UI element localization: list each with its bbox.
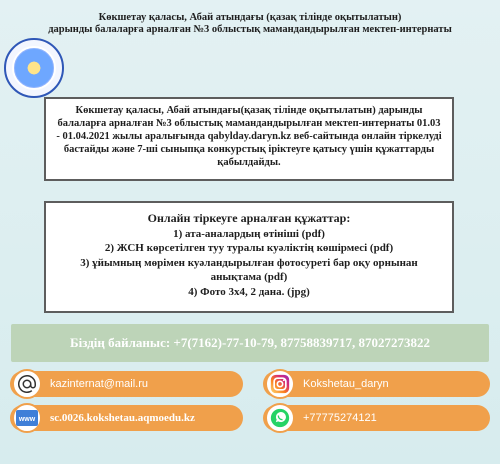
instagram-link[interactable]: Kokshetau_daryn (303, 378, 389, 390)
document-item-4: 4) Фото 3х4, 2 дана. (jpg) (188, 285, 310, 298)
whatsapp-contact[interactable] (263, 405, 490, 431)
page-header (0, 0, 500, 38)
documents-box (44, 201, 454, 313)
svg-text:www: www (18, 416, 36, 423)
website-contact[interactable] (10, 405, 243, 431)
header-line-1: Көкшетау қаласы, Абай атындағы (қазақ тілінде оқытылатын) (98, 12, 402, 23)
contact-phones: Біздің байланыс: +7(7162)-77-10-79, 87758839717, 87027273822 (70, 335, 430, 350)
email-contact[interactable] (10, 371, 243, 397)
email-link[interactable]: kazinternat@mail.ru (50, 378, 148, 390)
contact-bar (11, 324, 489, 362)
header-line-2: дарынды балаларға арналған №3 облыстық мамандандырылған мектеп-интернаты (48, 24, 452, 35)
instagram-icon (265, 369, 295, 399)
www-icon (12, 403, 42, 433)
whatsapp-icon (265, 403, 295, 433)
document-item-2: 2) ЖСН көрсетілген туу туралы куәліктің көшірмесі (pdf) (104, 242, 394, 254)
instagram-contact[interactable] (263, 371, 490, 397)
documents-title: Онлайн тіркеуге арналған құжаттар: (147, 211, 351, 225)
notice-text: Көкшетау қаласы, Абай атындағы(қазақ тілінде оқытылатын) дарынды балаларға арналған №3 облыстық мамандандырылған мектеп-интернаты 01.03 - 01.04.2021 жылы аралығында qabylday.daryn.kz веб-сайтында онлайн тіркелуді бастайды және 7-ші сыныпқа конкурстық іріктеуге қатысу үшін құжаттарды қабылдайды. (56, 105, 442, 168)
notice-box (44, 97, 454, 181)
website-link[interactable]: sc.0026.kokshetau.aqmoedu.kz (50, 412, 195, 424)
school-emblem-icon (4, 38, 64, 98)
whatsapp-link[interactable]: +77775274121 (303, 412, 377, 424)
document-item-3: 3) ұйымның мөрімен куәландырылған фотосуреті бар оқу орнынан анықтама (pdf) (80, 256, 418, 283)
email-icon (12, 369, 42, 399)
document-item-1: 1) ата-аналардың өтініші (pdf) (173, 227, 325, 240)
